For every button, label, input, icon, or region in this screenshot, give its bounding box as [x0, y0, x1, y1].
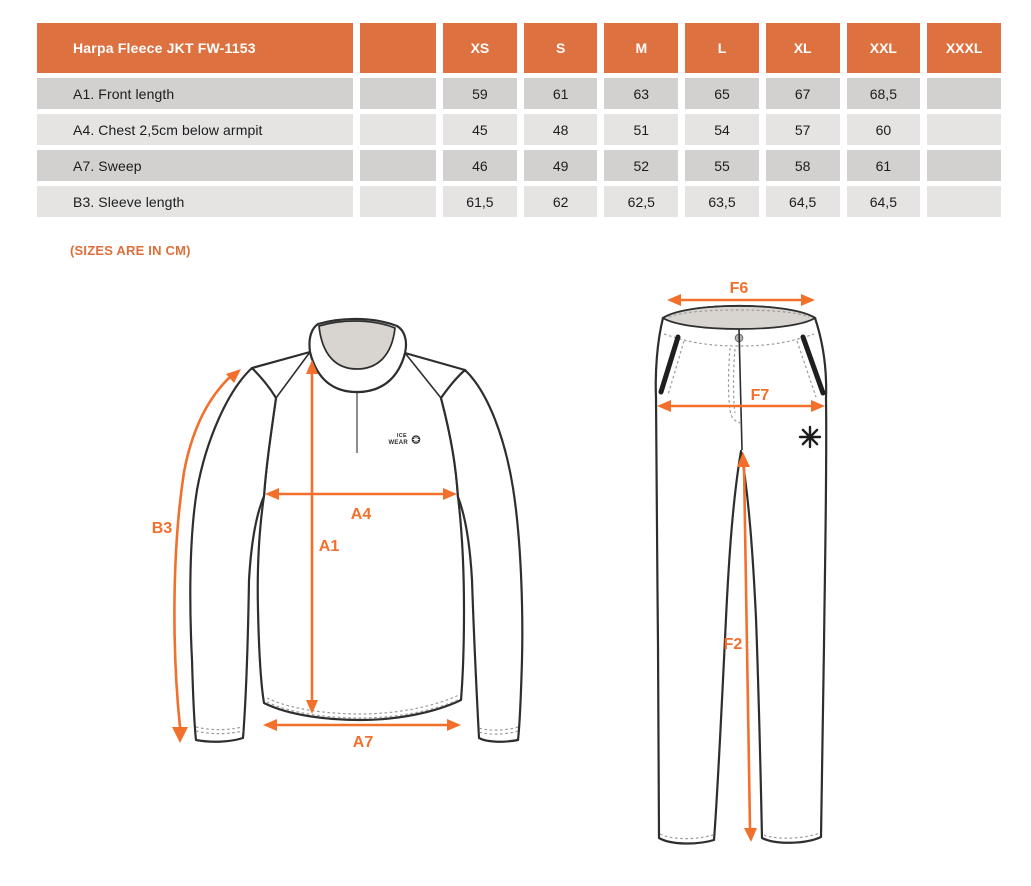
- size-column-header-m: M: [604, 23, 678, 73]
- measurement-value-cell: 48: [524, 114, 598, 145]
- measurement-value-cell: 64,5: [766, 186, 840, 217]
- label-b3: B3: [151, 520, 173, 537]
- measurement-value-cell: 58: [766, 150, 840, 181]
- jacket-body: [252, 352, 465, 720]
- label-f7: F7: [750, 387, 770, 404]
- size-column-header-xxxl: XXXL: [927, 23, 1001, 73]
- measurement-label-cell: A1. Front length: [37, 78, 353, 109]
- measurement-label-cell: A7. Sweep: [37, 150, 353, 181]
- measurement-value-cell: 63: [604, 78, 678, 109]
- measurement-value-cell: 67: [766, 78, 840, 109]
- svg-text:WEAR: WEAR: [388, 440, 408, 446]
- measurement-value-cell: 62: [524, 186, 598, 217]
- measurement-value-cell: 62,5: [604, 186, 678, 217]
- measurement-label-cell: B3. Sleeve length: [37, 186, 353, 217]
- measurement-value-cell: 54: [685, 114, 759, 145]
- sizes-unit-note: (SIZES ARE IN CM): [70, 243, 191, 258]
- measurement-value-cell: 61: [524, 78, 598, 109]
- label-f2: F2: [723, 636, 743, 653]
- waist-opening: [663, 306, 815, 329]
- label-a1: A1: [318, 538, 340, 555]
- arrow-f6: [667, 280, 815, 306]
- size-column-header-xxl: XXL: [847, 23, 921, 73]
- measurement-value-cell: 59: [443, 78, 517, 109]
- measurement-value-cell: 63,5: [685, 186, 759, 217]
- measurement-value-cell: 57: [766, 114, 840, 145]
- measurement-value-cell: 45: [443, 114, 517, 145]
- svg-text:ICE: ICE: [396, 433, 407, 439]
- measurement-value-cell: 64,5: [847, 186, 921, 217]
- measurement-value-cell: 60: [847, 114, 921, 145]
- measurement-value-cell: 51: [604, 114, 678, 145]
- label-a4: A4: [350, 506, 372, 523]
- measurement-value-cell: 65: [685, 78, 759, 109]
- label-a7: A7: [352, 734, 374, 751]
- measurement-label-cell: A4. Chest 2,5cm below armpit: [37, 114, 353, 145]
- measurement-value-cell: 49: [524, 150, 598, 181]
- snowflake-icon: [800, 427, 820, 447]
- pants-diagram: [656, 280, 827, 844]
- measurement-value-cell: 55: [685, 150, 759, 181]
- measurement-value-cell: 68,5: [847, 78, 921, 109]
- measurement-value-cell: 61,5: [443, 186, 517, 217]
- product-title-cell: Harpa Fleece JKT FW-1153: [37, 23, 353, 73]
- measurement-value-cell: 52: [604, 150, 678, 181]
- jacket-diagram: [152, 319, 523, 751]
- size-column-header-xs: XS: [443, 23, 517, 73]
- measurement-value-cell: 61: [847, 150, 921, 181]
- measurement-value-cell: 46: [443, 150, 517, 181]
- size-column-header-xl: XL: [766, 23, 840, 73]
- arrow-a7: [263, 719, 461, 751]
- label-f6: F6: [729, 280, 749, 297]
- logo-snowflake-icon: [412, 435, 421, 444]
- size-column-header-s: S: [524, 23, 598, 73]
- size-column-header-l: L: [685, 23, 759, 73]
